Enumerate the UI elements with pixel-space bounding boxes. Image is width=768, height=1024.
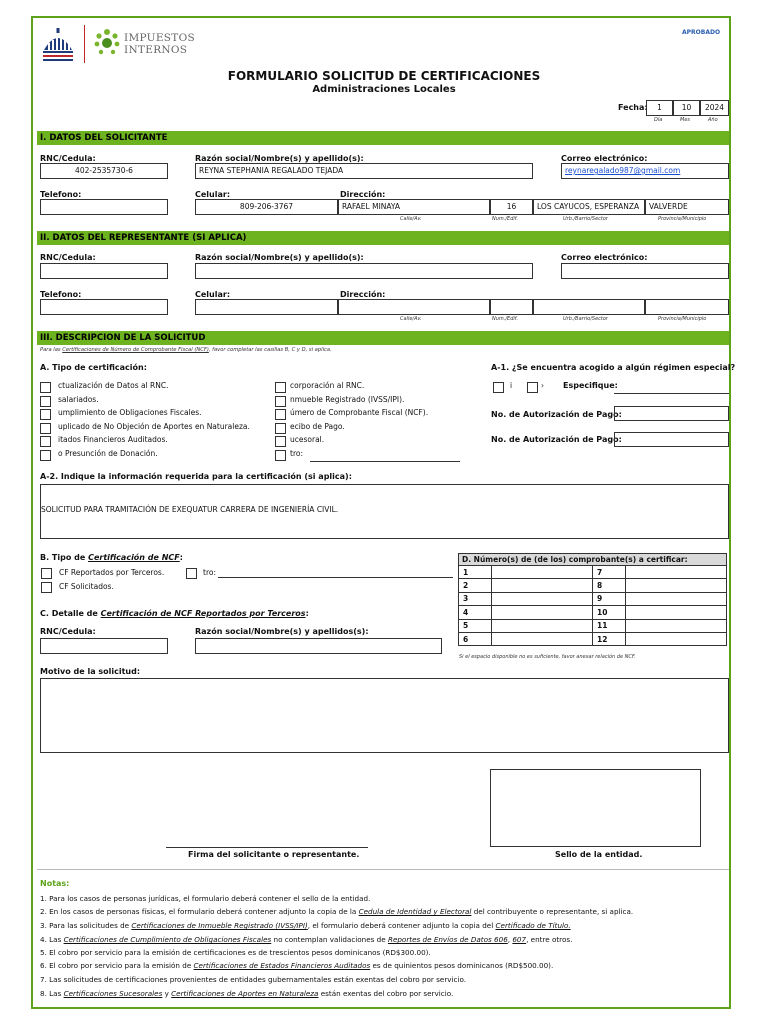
government-seal-logo <box>40 24 76 62</box>
fecha-anio-caption: Año <box>708 117 718 123</box>
s2-celular-label: Celular: <box>195 290 231 299</box>
s1-razon-label: Razón social/Nombre(s) y apellido(s): <box>195 154 364 163</box>
c-title-link: Certificación de NCF Reportados por Terceros <box>100 609 306 618</box>
s1-prov-field[interactable]: VALVERDE <box>645 199 729 215</box>
logo-text-line1: IMPUESTOS <box>124 32 195 44</box>
c-title-pre: C. Detalle de <box>40 609 101 618</box>
a-left-option-label-1: ctualización de Datos al RNC. <box>58 381 169 390</box>
s2-num-caption: Num./Edif. <box>492 316 519 322</box>
b-otro-line[interactable] <box>218 577 453 578</box>
note-2-a: 2. En los casos de personas físicas, el formulario deberá contener adjunto la copia de la <box>40 907 359 916</box>
note-4-d: Reportes de Envíos de Datos 606 <box>387 935 508 944</box>
firma-line <box>166 847 368 848</box>
b-title-post: : <box>179 553 183 562</box>
d-num-label: 7 <box>593 566 626 579</box>
a1-no-label: › <box>541 381 544 390</box>
d-num-field[interactable] <box>492 619 593 632</box>
d-comprobantes-table <box>458 553 727 646</box>
note-6-c: es de quinientos pesos dominicanos (RD$500.00). <box>370 961 554 970</box>
s3-ncf-note-post: , favor completar las casillas B, C y D, si aplica. <box>208 347 332 353</box>
note-6-a: 6. El cobro por servicio para la emisión de <box>40 961 194 970</box>
a2-title: A-2. Indique la información requerida para la certificación (si aplica): <box>40 472 352 481</box>
d-num-field[interactable] <box>492 579 593 592</box>
a-left-option-checkbox-4[interactable] <box>40 423 51 434</box>
note-8-a: 8. Las <box>40 989 64 998</box>
table-row <box>459 606 727 619</box>
s1-celular-field[interactable]: 809-206-3767 <box>195 199 338 215</box>
a-mid-option-checkbox-4[interactable] <box>275 423 286 434</box>
c-rnc-field[interactable] <box>40 638 168 654</box>
section-3-header: III. DESCRIPCION DE LA SOLICITUD <box>37 331 729 345</box>
s1-calle-caption: Calle/Av. <box>400 216 422 222</box>
s1-rnc-label: RNC/Cedula: <box>40 154 96 163</box>
note-8-d: Certificaciones de Aportes en Naturaleza <box>171 989 319 998</box>
s2-urb-field[interactable] <box>533 299 645 315</box>
d-num-label: 6 <box>459 632 492 645</box>
motivo-label: Motivo de la solicitud: <box>40 667 141 676</box>
d-num-label: 2 <box>459 579 492 592</box>
a-left-option-label-3: umplimiento de Obligaciones Fiscales. <box>58 408 202 417</box>
a1-title: A-1. ¿Se encuentra acogido a algún régimen especial? <box>491 363 736 372</box>
note-3 <box>40 921 571 930</box>
s1-calle-field[interactable]: RAFAEL MINAYA <box>338 199 490 215</box>
s2-telefono-label: Telefono: <box>40 290 82 299</box>
c-razon-field[interactable] <box>195 638 442 654</box>
note-3-c: , el formulario deberá contener adjunto la copia del <box>307 921 496 930</box>
firma-label: Firma del solicitante o representante. <box>188 850 360 859</box>
sello-box <box>490 769 701 847</box>
d-num-field[interactable] <box>626 579 727 592</box>
s1-correo-field[interactable]: reynaregalado987@gmail.com <box>561 163 729 179</box>
b-title-link: Certificación de NCF <box>88 553 180 562</box>
logo-divider <box>84 25 85 63</box>
note-1: 1. Para los casos de personas jurídicas, el formulario deberá contener el sello de la entidad. <box>40 894 371 903</box>
d-num-field[interactable] <box>626 592 727 605</box>
fecha-dia-field[interactable]: 1 <box>646 100 673 116</box>
table-row <box>459 619 727 632</box>
a-mid-option-label-4: ecibo de Pago. <box>290 421 345 431</box>
fecha-anio-field[interactable]: 2024 <box>700 100 729 116</box>
b-title <box>40 553 183 562</box>
s2-celular-field[interactable] <box>195 299 338 315</box>
section-1-header: I. DATOS DEL SOLICITANTE <box>37 131 729 145</box>
a1-si-checkbox[interactable] <box>493 382 504 393</box>
s2-calle-field[interactable] <box>338 299 490 315</box>
autorizacion-2-field[interactable] <box>614 432 729 447</box>
s2-razon-field[interactable] <box>195 263 533 279</box>
d-num-label: 11 <box>593 619 626 632</box>
s1-celular-label: Celular: <box>195 190 231 199</box>
table-row <box>459 632 727 645</box>
note-4 <box>40 935 572 944</box>
note-8-b: Certificaciones Sucesorales <box>63 989 163 998</box>
note-8 <box>40 989 453 998</box>
s3-ncf-note-link[interactable]: Certificaciones de Número de Comprobante Fiscal (NCF) <box>62 347 209 353</box>
note-4-a: 4. Las <box>40 935 64 944</box>
note-7: 7. Las solicitudes de certificaciones provenientes de entidades gubernamentales están exentas del cobro por servicio. <box>40 975 467 984</box>
b-otro-checkbox[interactable] <box>186 568 197 579</box>
a-left-option-checkbox-6[interactable] <box>40 450 51 461</box>
a-mid-option-label-2: nmueble Registrado (IVSS/IPI). <box>290 394 405 404</box>
note-4-g: , entre otros. <box>526 935 573 944</box>
b-terceros-label: CF Reportados por Terceros. <box>59 568 165 577</box>
a-left-option-checkbox-1[interactable] <box>40 382 51 393</box>
note-6-b: Certificaciones de Estados Financieros Auditados <box>193 961 371 970</box>
form-subtitle: Administraciones Locales <box>312 84 456 95</box>
a-left-option-label-4: uplicado de No Objeción de Aportes en Naturaleza. <box>58 421 250 431</box>
d-num-label: 12 <box>593 632 626 645</box>
a-left-option-label-2: salariados. <box>58 394 99 404</box>
section-2-header: II. DATOS DEL REPRESENTANTE (SI APLICA) <box>37 231 729 245</box>
fecha-mes-field[interactable]: 10 <box>673 100 700 116</box>
note-6 <box>40 961 553 970</box>
a-mid-option-checkbox-2[interactable] <box>275 396 286 407</box>
fecha-dia-caption: Día <box>654 117 663 123</box>
a-tipo-title: A. Tipo de certificación: <box>40 363 147 372</box>
status-badge: APROBADO <box>682 29 721 36</box>
d-num-label: 4 <box>459 606 492 619</box>
autorizacion-2-label: No. de Autorización de Pago: <box>491 435 622 444</box>
note-4-f: 607 <box>512 935 527 944</box>
b-terceros-checkbox[interactable] <box>41 568 52 579</box>
d-num-field[interactable] <box>492 606 593 619</box>
s1-direccion-label: Dirección: <box>340 190 386 199</box>
note-3-d: Certificado de Título. <box>495 921 571 930</box>
a-mid-option-label-3: úmero de Comprobante Fiscal (NCF). <box>290 408 429 417</box>
fecha-label: Fecha: <box>618 103 648 112</box>
note-5: 5. El cobro por servicio para la emisión de certificaciones es de trescientos pesos dominicanos (RD$300.00). <box>40 948 431 957</box>
impuestos-internos-logo <box>92 27 122 59</box>
d-num-label: 8 <box>593 579 626 592</box>
s2-razon-label: Razón social/Nombre(s) y apellido(s): <box>195 253 364 262</box>
a-otro-line <box>310 461 460 462</box>
d-num-label: 9 <box>593 592 626 605</box>
s2-prov-caption: Provincia/Municipio <box>658 316 707 322</box>
d-num-field[interactable] <box>492 566 593 579</box>
c-title <box>40 609 309 618</box>
logo-text-line2: INTERNOS <box>124 44 188 56</box>
s2-rnc-label: RNC/Cedula: <box>40 253 96 262</box>
note-4-c: no contemplan validaciones de <box>271 935 388 944</box>
s2-calle-caption: Calle/Av. <box>400 316 422 322</box>
s2-num-field[interactable] <box>490 299 533 315</box>
a-mid-option-checkbox-1[interactable] <box>275 382 286 393</box>
a1-si-label: i <box>510 381 513 390</box>
a-mid-option-label-1: corporación al RNC. <box>290 381 365 390</box>
s2-correo-field[interactable] <box>561 263 729 279</box>
d-num-field[interactable] <box>626 566 727 579</box>
table-row <box>459 592 727 605</box>
s1-razon-field[interactable]: REYNA STEPHANIA REGALADO TEJADA <box>195 163 533 179</box>
notes-divider <box>37 869 729 870</box>
fecha-mes-caption: Mes <box>680 117 690 123</box>
a2-info-value: SOLICITUD PARA TRAMITACIÓN DE EXEQUATUR CARRERA DE INGENIERÍA CIVIL. <box>41 505 339 514</box>
motivo-field[interactable] <box>40 678 729 753</box>
s3-ncf-note <box>40 347 332 353</box>
d-num-label: 5 <box>459 619 492 632</box>
s2-direccion-label: Dirección: <box>340 290 386 299</box>
a1-especifique-label: Especifique: <box>563 381 618 390</box>
note-3-b: Certificaciones de Inmueble Registrado (IVSS/IPI) <box>131 921 308 930</box>
s2-prov-field[interactable] <box>645 299 729 315</box>
s1-prov-caption: Provincia/Municipio <box>658 216 707 222</box>
a2-info-field[interactable] <box>40 484 729 539</box>
s2-rnc-field[interactable] <box>40 263 168 279</box>
s2-urb-caption: Urb./Barrio/Sector <box>563 316 608 322</box>
a-left-option-checkbox-2[interactable] <box>40 396 51 407</box>
a-mid-option-checkbox-6[interactable] <box>275 450 286 461</box>
d-num-label: 3 <box>459 592 492 605</box>
note-2 <box>40 907 633 916</box>
d-num-field[interactable] <box>626 619 727 632</box>
c-razon-label: Razón social/Nombre(s) y apellidos(s): <box>195 627 369 636</box>
a-left-option-checkbox-3[interactable] <box>40 409 51 420</box>
s1-urb-caption: Urb./Barrio/Sector <box>563 216 608 222</box>
s1-urb-field[interactable]: LOS CAYUCOS, ESPERANZA <box>533 199 645 215</box>
d-num-field[interactable] <box>626 632 727 645</box>
b-solicitados-checkbox[interactable] <box>41 582 52 593</box>
notes-title: Notas: <box>40 879 70 888</box>
note-4-b: Certificaciones de Cumplimiento de Obligaciones Fiscales <box>63 935 272 944</box>
b-title-pre: B. Tipo de <box>40 553 89 562</box>
form-title: FORMULARIO SOLICITUD DE CERTIFICACIONES <box>227 69 541 83</box>
note-8-c: y <box>162 989 172 998</box>
s1-num-caption: Num./Edif. <box>492 216 519 222</box>
table-row <box>459 579 727 592</box>
d-num-field[interactable] <box>626 606 727 619</box>
a-left-option-label-6: o Presunción de Donación. <box>58 448 158 458</box>
a-mid-option-label-6: tro: <box>290 448 303 458</box>
sello-label: Sello de la entidad. <box>555 850 643 859</box>
a1-especifique-line[interactable] <box>614 393 729 394</box>
c-title-post: : <box>305 609 309 618</box>
note-3-a: 3. Para las solicitudes de <box>40 921 132 930</box>
s1-telefono-label: Telefono: <box>40 190 82 199</box>
autorizacion-1-label: No. de Autorización de Pago: <box>491 410 622 419</box>
s1-correo-label: Correo electrónico: <box>561 154 648 163</box>
s2-telefono-field[interactable] <box>40 299 168 315</box>
c-rnc-label: RNC/Cedula: <box>40 627 96 636</box>
a1-no-checkbox[interactable] <box>527 382 538 393</box>
s3-ncf-note-pre: Para las <box>40 347 63 353</box>
s1-rnc-field[interactable]: 402-2535730-6 <box>40 163 168 179</box>
note-2-b: Cedula de Identidad y Electoral <box>358 907 472 916</box>
d-num-label: 1 <box>459 566 492 579</box>
s2-correo-label: Correo electrónico: <box>561 253 648 262</box>
a-mid-option-checkbox-5[interactable] <box>275 436 286 447</box>
d-num-field[interactable] <box>492 632 593 645</box>
d-num-field[interactable] <box>492 592 593 605</box>
table-row <box>459 566 727 579</box>
s1-num-field[interactable]: 16 <box>490 199 533 215</box>
d-note: Si el espacio disponible no es suficiente, favor anexar relación de NCF. <box>459 654 636 660</box>
autorizacion-1-field[interactable] <box>614 406 729 421</box>
d-num-label: 10 <box>593 606 626 619</box>
s1-telefono-field[interactable] <box>40 199 168 215</box>
note-4-e: , <box>507 935 513 944</box>
a-left-option-checkbox-5[interactable] <box>40 436 51 447</box>
a-left-option-label-5: itados Financieros Auditados. <box>58 435 168 444</box>
b-solicitados-label: CF Solicitados. <box>59 582 114 591</box>
a-mid-option-checkbox-3[interactable] <box>275 409 286 420</box>
note-8-e: están exentas del cobro por servicio. <box>318 989 454 998</box>
note-2-c: del contribuyente o representante, si aplica. <box>471 907 634 916</box>
d-title: D. Número(s) de (de los) comprobante(s) a certificar: <box>459 554 727 566</box>
b-otro-label: tro: <box>203 568 216 577</box>
a-mid-option-label-5: ucesoral. <box>290 435 325 444</box>
